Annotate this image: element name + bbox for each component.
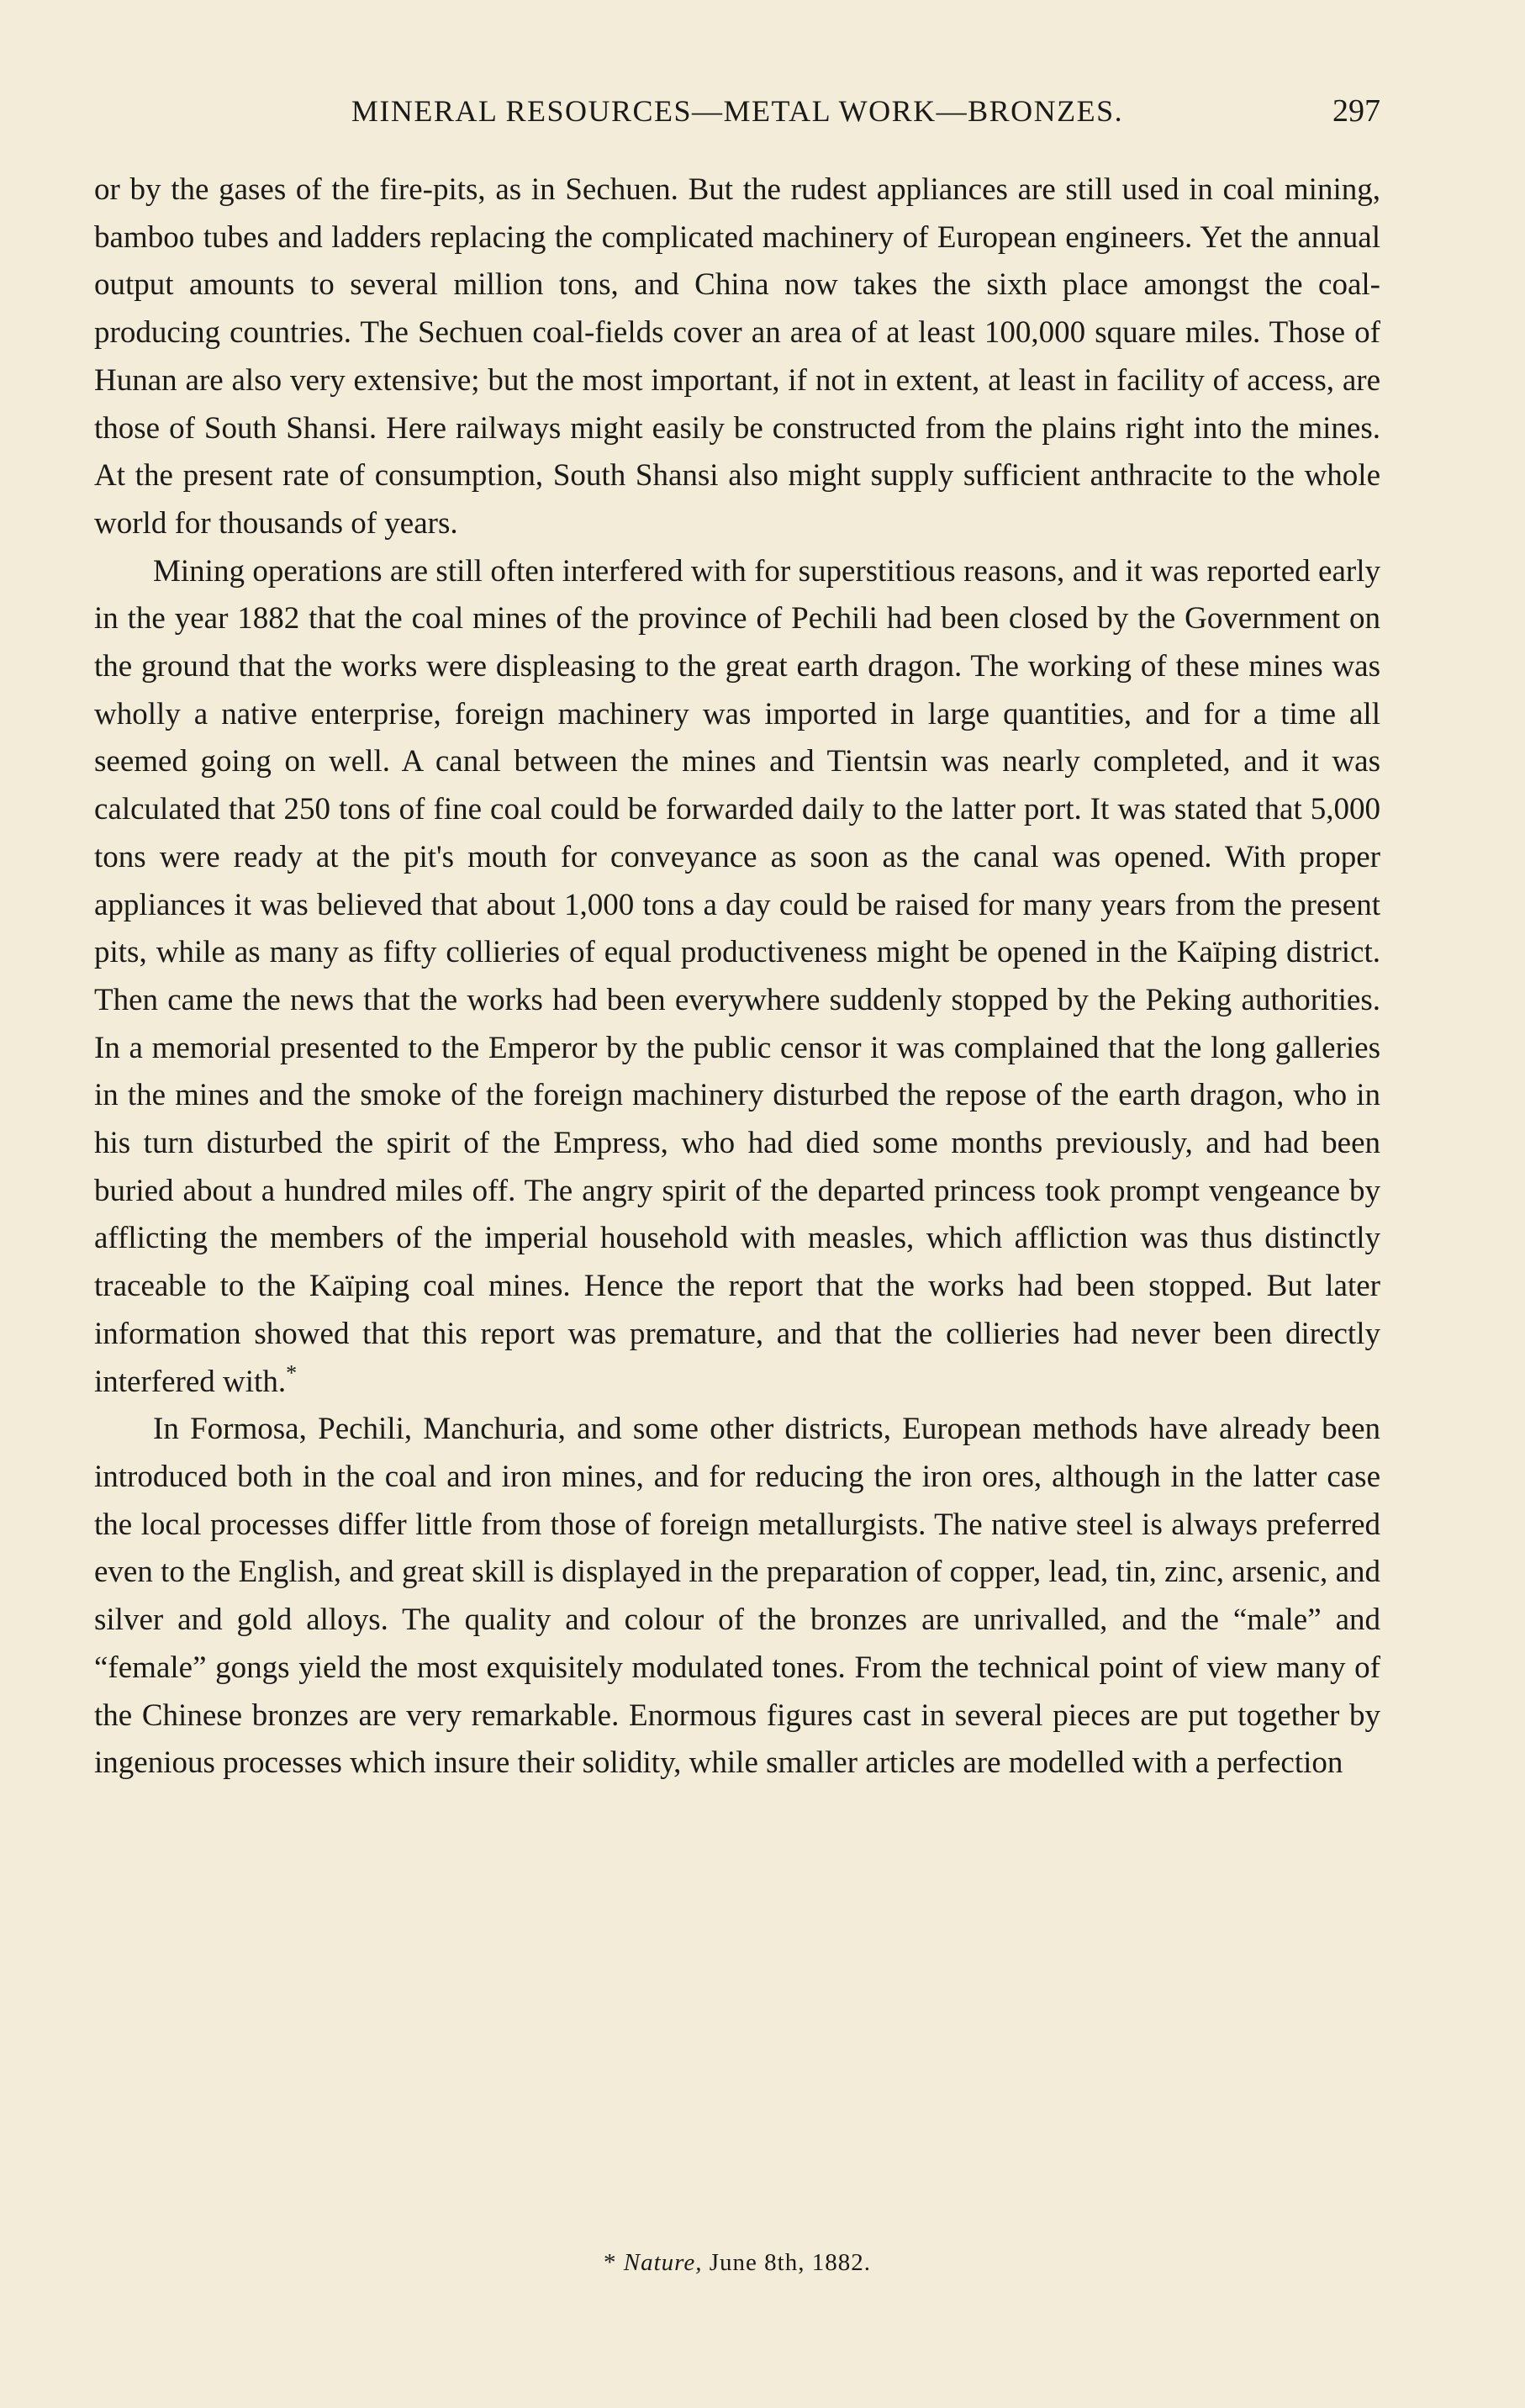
- footnote-symbol: *: [604, 2249, 617, 2276]
- footnote-date: June 8th, 1882.: [709, 2249, 871, 2276]
- paragraph-continued: or by the gases of the fire-pits, as in Sechuen. But the rudest appliances are still used in coal mining, bamboo tubes and ladders replacing the complicated machinery of European engineers. Yet the annual output amounts to several million tons, and China now takes the sixth place amongst the coal-producing countries. The Sechuen coal-fields cover an area of at least 100,000 square miles. Those of Hunan are also very extensive; but the most important, if not in extent, at least in facility of access, are those of South Shansi. Here railways might easily be constructed from the plains right into the mines. At the present rate of consumption, South Shansi also might supply sufficient anthracite to the whole world for thousands of years.: [94, 172, 1380, 541]
- page-header: [94, 87, 1380, 135]
- body-text: [94, 166, 1380, 1788]
- page-number: 297: [1332, 93, 1380, 129]
- paragraph-formosa: In Formosa, Pechili, Manchuria, and some other districts, European methods have already been introduced both in the coal and iron mines, and for reducing the iron ores, although in the latter case the local processes differ little from those of foreign metallurgists. The native steel is always preferred even to the English, and great skill is displayed in the preparation of copper, lead, tin, zinc, arsenic, and silver and gold alloys. The quality and colour of the bronzes are unrivalled, and the “male” and “female” gongs yield the most exquisitely modulated tones. From the technical point of view many of the Chinese bronzes are very remarkable. Enormous figures cast in several pieces are put together by ingenious processes which insure their solidity, while smaller articles are modelled with a perfection: [94, 1412, 1380, 1781]
- footnote: [94, 2249, 1380, 2277]
- running-head: MINERAL RESOURCES—METAL WORK—BRONZES.: [351, 94, 1124, 128]
- paragraph-mining-operations: [94, 548, 1380, 1407]
- paragraph-text: Mining operations are still often interfered with for superstitious reasons, and it was reported early in the year 1882 that the coal mines of the province of Pechili had been closed by the Government on the ground that the works were displeasing to the great earth dragon. The working of these mines was wholly a native enterprise, foreign machinery was imported in large quantities, and for a time all seemed going on well. A canal between the mines and Tientsin was nearly completed, and it was calculated that 250 tons of fine coal could be forwarded daily to the latter port. It was stated that 5,000 tons were ready at the pit's mouth for conveyance as soon as the canal was opened. With proper appliances it was believed that about 1,000 tons a day could be raised for many years from the present pits, while as many as fifty collieries of equal productiveness might be opened in the Kaïping district. Then came the news that the works had been everywhere suddenly stopped by the Peking authorities. In a memorial presented to the Emperor by the public censor it was complained that the long galleries in the mines and the smoke of the foreign machinery disturbed the repose of the earth dragon, who in his turn disturbed the spirit of the Empress, who had died some months previously, and had been buried about a hundred miles off. The angry spirit of the departed princess took prompt vengeance by afflicting the members of the imperial household with measles, which affliction was thus distinctly traceable to the Kaïping coal mines. Hence the report that the works had been stopped. But later information showed that this report was premature, and that the collieries had never been directly interfered with.: [94, 553, 1380, 1399]
- footnote-source: Nature,: [623, 2249, 703, 2276]
- footnote-marker: *: [286, 1360, 298, 1386]
